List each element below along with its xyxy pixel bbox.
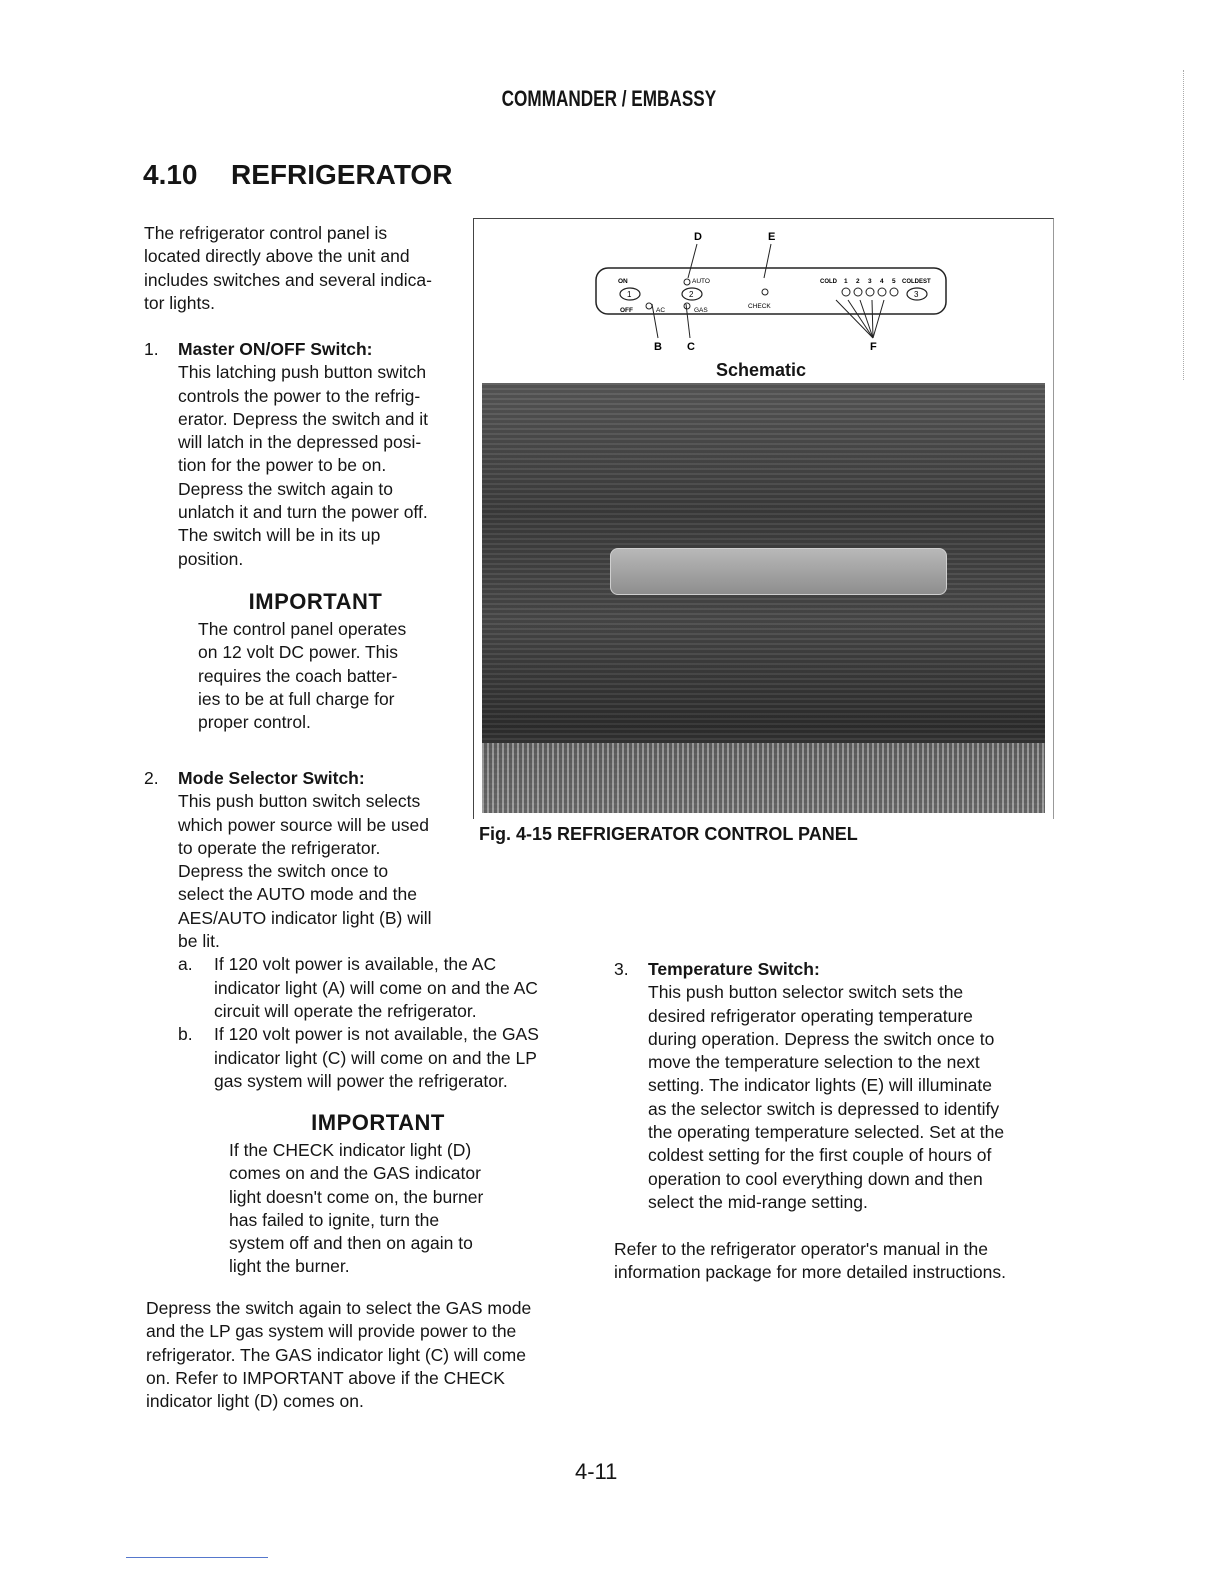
text-line: If the CHECK indicator light (D) xyxy=(229,1140,472,1160)
text-line: Depress the switch again to select the GAS mode xyxy=(146,1298,532,1318)
text-line: gas system will power the refrigerator. xyxy=(214,1070,508,1091)
item-temperature-switch xyxy=(614,958,1064,1214)
temp-light-icon xyxy=(890,288,898,296)
text-line: includes switches and several indica- xyxy=(144,269,432,290)
item-number: 2. xyxy=(144,768,159,788)
callout-e: E xyxy=(768,231,776,243)
text-line: operation to cool everything down and then xyxy=(648,1168,983,1189)
text-line: light doesn't come on, the burner xyxy=(229,1186,484,1207)
text-line: AES/AUTO indicator light (B) will xyxy=(178,907,432,928)
text-line: move the temperature selection to the next xyxy=(648,1052,980,1073)
item-number: 3. xyxy=(614,959,629,979)
figure-caption: Fig. 4-15 REFRIGERATOR CONTROL PANEL xyxy=(479,824,858,844)
gas-light-icon xyxy=(684,303,690,309)
scale-3: 3 xyxy=(868,278,872,285)
text-line: Depress the switch again to xyxy=(178,478,393,499)
text-line: Depress the switch once to xyxy=(178,861,389,882)
label-off: OFF xyxy=(620,307,633,314)
text-line: comes on and the GAS indicator xyxy=(229,1163,481,1184)
check-light-icon xyxy=(762,289,768,295)
item-master-switch xyxy=(144,338,474,571)
text-line: This latching push button switch xyxy=(178,362,427,383)
control-panel-schematic xyxy=(590,222,960,358)
text-line: located directly above the unit and xyxy=(144,246,410,267)
label-check: CHECK xyxy=(748,303,771,310)
text-line: indicator light (C) will come on and the LP xyxy=(214,1047,537,1068)
intro-paragraph xyxy=(144,222,474,315)
temp-light-icon xyxy=(878,288,886,296)
photo-grille xyxy=(482,743,1045,813)
temp-light-icon xyxy=(854,288,862,296)
temp-light-icon xyxy=(866,288,874,296)
label-coldest: COLDEST xyxy=(902,279,931,285)
scale-2: 2 xyxy=(856,278,860,285)
button-2-label: 2 xyxy=(689,290,694,299)
text-line: will latch in the depressed posi- xyxy=(178,432,422,453)
text-line: If 120 volt power is not available, the GAS xyxy=(214,1024,539,1045)
callout-c: C xyxy=(687,341,695,353)
important-note xyxy=(229,1139,529,1279)
text-line: This push button selector switch sets the xyxy=(648,982,964,1003)
schematic-label: Schematic xyxy=(716,360,807,380)
page-number: 4-11 xyxy=(575,1459,618,1484)
auto-light-icon xyxy=(684,279,690,285)
text-line: position. xyxy=(178,548,244,569)
text-line: ies to be at full charge for xyxy=(198,688,395,709)
important-heading: IMPORTANT xyxy=(311,1110,445,1135)
scan-edge-line xyxy=(1183,70,1185,380)
text-line: unlatch it and turn the power off. xyxy=(178,502,428,523)
text-line: to operate the refrigerator. xyxy=(178,837,381,858)
running-header: COMMANDER / EMBASSY xyxy=(501,86,717,111)
callout-f: F xyxy=(870,341,877,353)
item-heading: Master ON/OFF Switch: xyxy=(178,339,373,359)
text-line: controls the power to the refrig- xyxy=(178,385,421,406)
item-number: 1. xyxy=(144,339,159,359)
text-line: tor lights. xyxy=(144,292,215,313)
text-line: on. Refer to IMPORTANT above if the CHECK xyxy=(146,1367,505,1388)
sub-item-letter: b. xyxy=(178,1024,193,1045)
text-line: This push button switch selects xyxy=(178,791,421,812)
text-line: select the AUTO mode and the xyxy=(178,884,417,905)
item-heading: Mode Selector Switch: xyxy=(178,768,365,788)
text-line: and the LP gas system will provide power to the xyxy=(146,1321,517,1342)
text-line: circuit will operate the refrigerator. xyxy=(214,1000,477,1021)
ac-light-icon xyxy=(646,303,652,309)
photo-panel xyxy=(610,548,947,595)
text-line: refrigerator. The GAS indicator light (C) will come xyxy=(146,1344,526,1365)
section-heading xyxy=(143,159,452,191)
text-line: as the selector switch is depressed to identify xyxy=(648,1098,1000,1119)
footer-rule xyxy=(126,1557,268,1558)
text-line: select the mid-range setting. xyxy=(648,1191,868,1212)
scale-5: 5 xyxy=(892,278,896,285)
button-3-label: 3 xyxy=(914,290,919,299)
text-line: the operating temperature selected. Set at the xyxy=(648,1122,1005,1143)
text-line: light the burner. xyxy=(229,1256,350,1277)
closing-reference xyxy=(614,1238,1074,1285)
text-line: has failed to ignite, turn the xyxy=(229,1209,440,1230)
sub-item-letter: a. xyxy=(178,954,193,975)
label-gas: GAS xyxy=(694,307,708,314)
text-line: If 120 volt power is available, the AC xyxy=(214,954,497,975)
label-on: ON xyxy=(618,278,628,285)
text-line: indicator light (A) will come on and the AC xyxy=(214,977,538,998)
scale-4: 4 xyxy=(880,278,884,285)
temp-light-icon xyxy=(842,288,850,296)
button-1-label: 1 xyxy=(627,290,632,299)
closing-paragraph xyxy=(146,1297,596,1413)
text-line: The refrigerator control panel is xyxy=(144,223,388,243)
text-line: indicator light (D) comes on. xyxy=(146,1391,364,1412)
section-title: REFRIGERATOR xyxy=(231,159,453,190)
text-line: erator. Depress the switch and it xyxy=(178,408,428,429)
sub-item-ac xyxy=(178,953,584,1023)
label-ac: AC xyxy=(656,307,666,314)
text-line: The switch will be in its up xyxy=(178,525,381,546)
callout-b: B xyxy=(654,341,662,353)
text-line: setting. The indicator lights (E) will illuminate xyxy=(648,1075,992,1096)
section-number: 4.10 xyxy=(143,159,198,190)
text-line: Refer to the refrigerator operator's manual in the xyxy=(614,1239,988,1259)
important-note xyxy=(198,618,458,734)
text-line: The control panel operates xyxy=(198,619,407,639)
label-cold: COLD xyxy=(820,279,837,285)
text-line: system off and then on again to xyxy=(229,1233,473,1254)
text-line: coldest setting for the first couple of hours of xyxy=(648,1145,992,1166)
control-panel-photo xyxy=(482,383,1045,813)
text-line: be lit. xyxy=(178,931,220,952)
item-heading: Temperature Switch: xyxy=(648,959,820,979)
text-line: requires the coach batter- xyxy=(198,665,398,686)
text-line: information package for more detailed instructions. xyxy=(614,1262,1007,1283)
sub-item-gas xyxy=(178,1023,584,1093)
important-heading: IMPORTANT xyxy=(248,589,383,614)
text-line: proper control. xyxy=(198,712,311,733)
scale-1: 1 xyxy=(844,278,848,285)
text-line: during operation. Depress the switch once to xyxy=(648,1028,995,1049)
text-line: tion for the power to be on. xyxy=(178,455,387,476)
text-line: on 12 volt DC power. This xyxy=(198,642,399,663)
label-auto: AUTO xyxy=(692,278,710,285)
text-line: desired refrigerator operating temperature xyxy=(648,1005,973,1026)
callout-d: D xyxy=(694,231,702,243)
text-line: which power source will be used xyxy=(178,814,429,835)
